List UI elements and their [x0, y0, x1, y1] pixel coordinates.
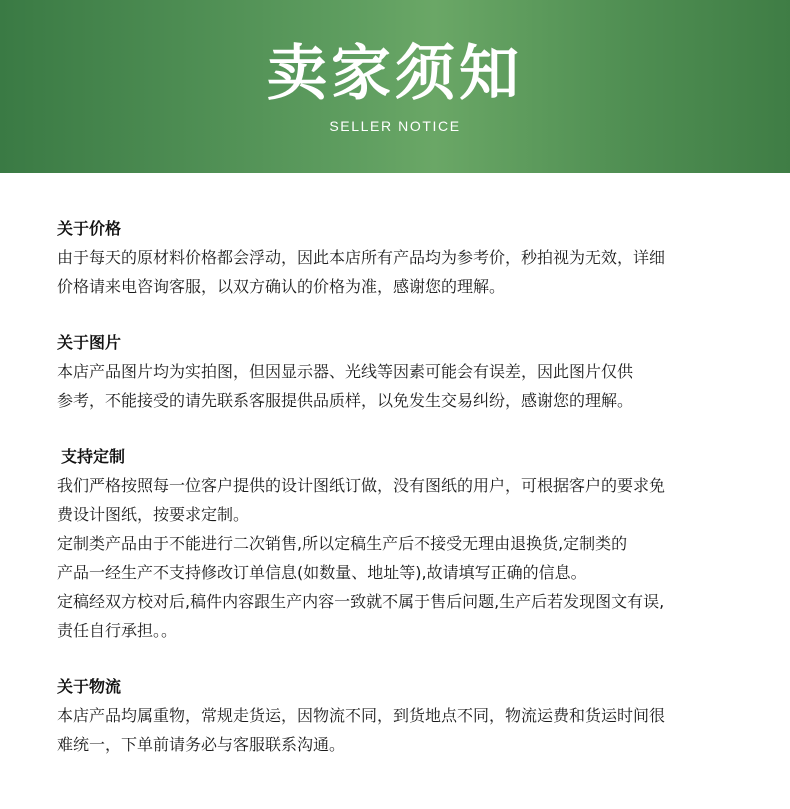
section-paragraph: 本店产品图片均为实拍图，但因显示器、光线等因素可能会有误差，因此图片仅供 参考，不能接受的请先联系客服提供品质样，以免发生交易纠纷，感谢您的理解。 [57, 362, 634, 410]
section-title: 关于图片 [57, 333, 122, 352]
notice-content [57, 214, 747, 786]
section-title: 支持定制 [61, 447, 126, 466]
section-title: 关于价格 [57, 219, 122, 238]
section-price [57, 214, 747, 301]
section-paragraph: 定制类产品由于不能进行二次销售,所以定稿生产后不接受无理由退换货,定制类的 产品一经生产不支持修改订单信息(如数量、地址等),故请填写正确的信息。 [57, 534, 628, 582]
section-paragraph: 由于每天的原材料价格都会浮动，因此本店所有产品均为参考价，秒拍视为无效，详细 价格请来电咨询客服，以双方确认的价格为准，感谢您的理解。 [57, 248, 666, 296]
section-title: 关于物流 [57, 677, 122, 696]
section-paragraph: 本店产品均属重物，常规走货运，因物流不同，到货地点不同，物流运费和货运时间很 难统一，下单前请务必与客服联系沟通。 [57, 706, 666, 754]
section-images [57, 328, 747, 415]
banner-subtitle: SELLER NOTICE [329, 118, 461, 134]
section-paragraph: 我们严格按照每一位客户提供的设计图纸订做，没有图纸的用户，可根据客户的要求免 费设计图纸，按要求定制。 [57, 476, 666, 524]
header-banner [0, 0, 790, 173]
section-paragraph: 定稿经双方校对后,稿件内容跟生产内容一致就不属于售后问题,生产后若发现图文有误, 责任自行承担。。 [57, 592, 665, 640]
section-logistics [57, 672, 747, 759]
banner-title: 卖家须知 [267, 39, 523, 109]
section-customization [57, 442, 747, 645]
